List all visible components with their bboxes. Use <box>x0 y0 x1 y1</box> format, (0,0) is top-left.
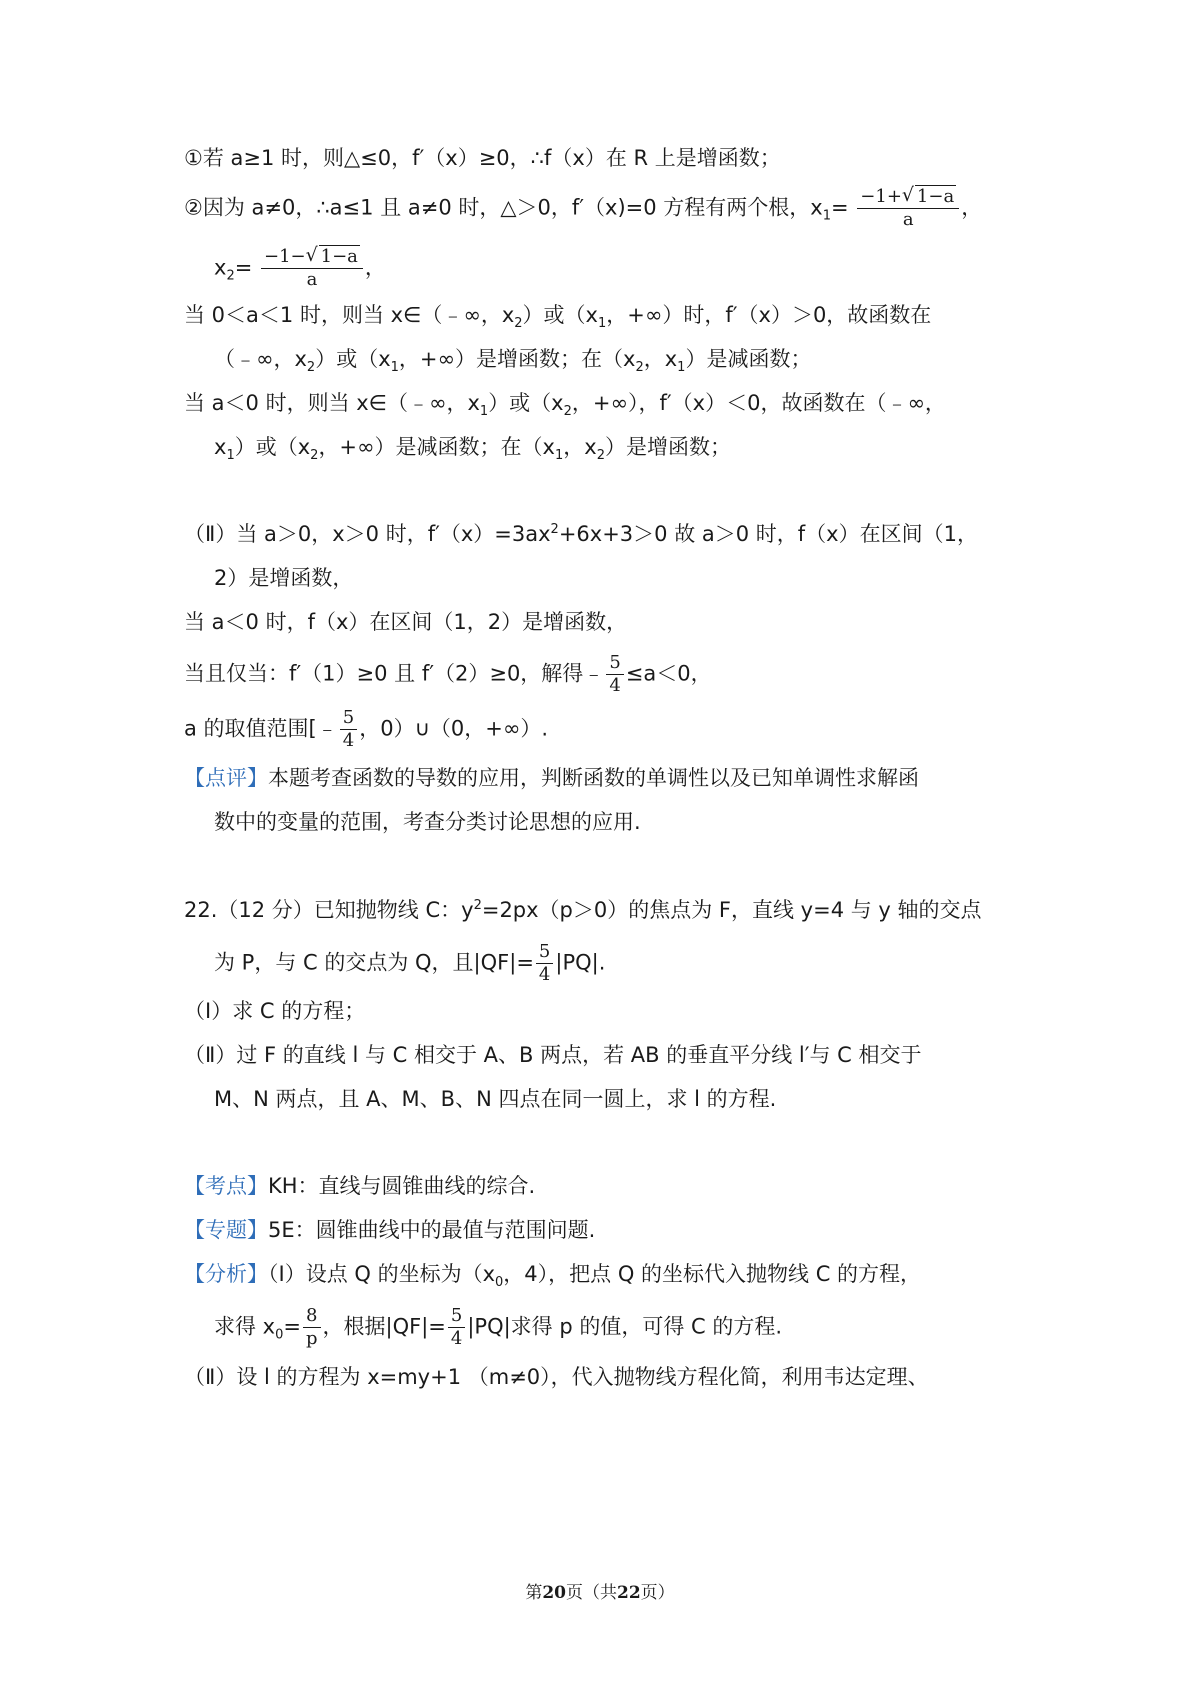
total-pages: 22 <box>617 1583 641 1603</box>
comment-text: 本题考查函数的导数的应用，判断函数的单调性以及已知单调性求解函 <box>268 766 919 790</box>
page-footer: 第20页（共22页） <box>525 1583 675 1603</box>
fraction-5-4: $\frac{5}{4}$ <box>340 707 357 752</box>
denominator: a <box>306 269 318 290</box>
text-line <box>184 143 781 173</box>
punctuation: ， <box>364 255 386 280</box>
equals-sign: = <box>234 255 253 280</box>
text-line: 当且仅当：f′（1）≥0 且 f′（2）≥0，解得﹣ $\frac{5}{4}$ ≤a＜0， <box>184 652 712 696</box>
text-line: （﹣∞，$x_2$）或（$x_1$，+∞）是增函数；在（$x_2$，$x_1$）是减函数； <box>214 347 812 376</box>
text-line: （Ⅱ）当 a＞0，x＞0 时，$f'(x)=3ax^2+6x+3>0$ 故 a＞0 时，f（x）在区间（1， <box>184 522 978 546</box>
case-2-text: ②因为 a≠0，∴a≤1 且 a≠0 时，△＞0，f′（x)=0 方程有两个根，x <box>184 195 823 220</box>
page-number: 20 <box>542 1583 566 1603</box>
root-x1-fraction <box>857 186 959 231</box>
numerator-text: −1+ <box>860 186 902 207</box>
analysis-line: 【分析】（Ⅰ）设点 Q 的坐标为（$x_0$，4），把点 Q 的坐标代入抛物线 C 的方程， <box>184 1262 922 1291</box>
radicand: 1−a <box>916 186 955 207</box>
analysis-line: （Ⅱ）设 l 的方程为 x=my+1 （m≠0），代入抛物线方程化简，利用韦达定理、 <box>184 1365 929 1389</box>
variable: x <box>214 255 227 280</box>
kaodian-tag: 【考点】 <box>184 1174 268 1198</box>
fraction-5-4: $\frac{5}{4}$ <box>606 652 623 697</box>
question-22-line: （Ⅰ）求 C 的方程； <box>184 999 366 1023</box>
text-line: 当 a＜0 时，f（x）在区间（1，2）是增函数， <box>184 610 628 634</box>
superscript: 2 <box>550 522 559 537</box>
punctuation: ， <box>961 195 983 220</box>
numerator-text: −1− <box>264 246 306 267</box>
question-22-line: 22.（12 分）已知抛物线 C：$y^2=2px(p>0)$的焦点为 F，直线 y=4 与 y 轴的交点 <box>184 898 982 922</box>
comment-text: 数中的变量的范围，考查分类讨论思想的应用. <box>214 810 641 834</box>
comment-tag: 【点评】 <box>184 766 268 790</box>
analysis-line: 【考点】KH：直线与圆锥曲线的综合. <box>184 1174 536 1198</box>
case-1-text: ①若 a≥1 时，则△≤0，f′（x）≥0，∴f（x）在 R 上是增函数； <box>184 146 781 170</box>
text-line: 当 0＜a＜1 时，则当 x∈（﹣∞，$x_2$）或（$x_1$，+∞）时，f′（x）＞0，故函数在 <box>184 303 932 332</box>
subscript: 1 <box>822 208 831 224</box>
text-line: 2）是增函数， <box>214 566 354 590</box>
fraction-5-4: $\frac{5}{4}$ <box>448 1305 465 1350</box>
root-x2-fraction <box>261 246 363 291</box>
text-line <box>214 246 386 291</box>
question-22-line: （Ⅱ）过 F 的直线 l 与 C 相交于 A、B 两点，若 AB 的垂直平分线 l′与 C 相交于 <box>184 1043 922 1067</box>
comment-line <box>184 763 919 793</box>
zhuanti-tag: 【专题】 <box>184 1218 268 1242</box>
fraction-8-p: $\frac{8}{p}$ <box>303 1305 321 1350</box>
subscript: 2 <box>226 268 235 284</box>
question-22-line: M、N 两点，且 A、M、B、N 四点在同一圆上，求 l 的方程. <box>214 1087 777 1111</box>
text-line: 当 a＜0 时，则当 x∈（﹣∞，$x_1$）或（$x_2$，+∞），f′（x）＜0，故函数在（﹣∞， <box>184 391 946 420</box>
text-line <box>184 186 982 231</box>
fenxi-tag: 【分析】 <box>184 1262 268 1286</box>
sqrt-icon <box>902 186 956 208</box>
superscript: 2 <box>473 898 482 913</box>
equals-sign: = <box>831 195 849 220</box>
comment-line <box>214 807 641 837</box>
fraction-5-4: $\frac{5}{4}$ <box>536 941 553 986</box>
analysis-line: 【专题】5E：圆锥曲线中的最值与范围问题. <box>184 1218 596 1242</box>
sqrt-icon <box>306 246 360 268</box>
text-line: a 的取值范围[﹣ $\frac{5}{4}$ ，0）∪（0，+∞）. <box>184 707 549 751</box>
text-line: $x_1$）或（$x_2$，+∞）是减函数；在（$x_1$，$x_2$）是增函数； <box>214 435 731 464</box>
question-22-line: 为 P，与 C 的交点为 Q，且|QF|= $\frac{5}{4}$ |PQ|. <box>214 941 606 985</box>
denominator: a <box>902 209 914 230</box>
analysis-line: 求得 $x_0=$ $\frac{8}{p}$ ，根据|QF|= $\frac{5}{4}$ |PQ|求得 p 的值，可得 C 的方程. <box>214 1305 783 1349</box>
radicand: 1−a <box>320 246 358 267</box>
